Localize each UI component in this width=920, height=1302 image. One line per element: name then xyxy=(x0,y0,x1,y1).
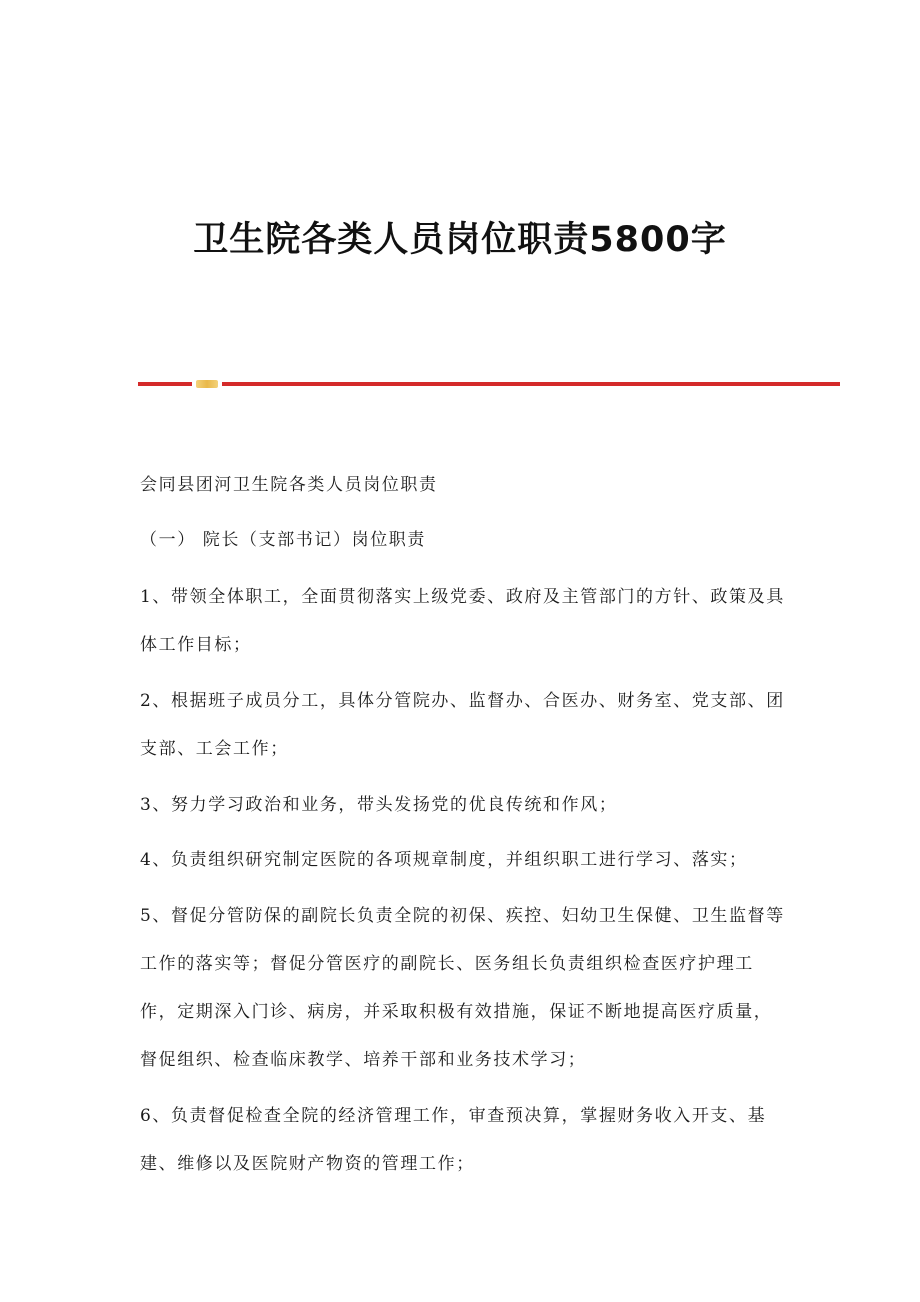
document-title: 卫生院各类人员岗位职责5800字 xyxy=(193,220,727,260)
paragraph-line: 支部、工会工作； xyxy=(140,739,289,759)
divider-bar-right xyxy=(222,382,840,386)
paragraph-line: 工作的落实等；督促分管医疗的副院长、医务组长负责组织检查医疗护理工 xyxy=(140,954,754,974)
paragraph-line: 2、根据班子成员分工，具体分管院办、监督办、合医办、财务室、党支部、团 xyxy=(140,691,785,711)
paragraph-line: 5、督促分管防保的副院长负责全院的初保、疾控、妇幼卫生保健、卫生监督等 xyxy=(140,906,785,926)
title-divider xyxy=(138,380,840,388)
section-heading: 会同县团河卫生院各类人员岗位职责 xyxy=(140,475,438,495)
paragraph-line: 建、维修以及医院财产物资的管理工作； xyxy=(140,1154,475,1174)
paragraph-line: 6、负责督促检查全院的经济管理工作，审查预决算，掌握财务收入开支、基 xyxy=(140,1106,767,1126)
divider-bar-left xyxy=(138,382,192,386)
paragraph-line: 3、努力学习政治和业务，带头发扬党的优良传统和作风； xyxy=(140,795,618,815)
divider-ornament-icon xyxy=(196,380,218,388)
paragraph-line: 体工作目标； xyxy=(140,635,252,655)
paragraph-line: 督促组织、检查临床教学、培养干部和业务技术学习； xyxy=(140,1050,587,1070)
subsection-heading: （一） 院长（支部书记）岗位职责 xyxy=(140,530,427,550)
paragraph-line: 4、负责组织研究制定医院的各项规章制度，并组织职工进行学习、落实； xyxy=(140,850,748,870)
paragraph-line: 作，定期深入门诊、病房，并采取积极有效措施，保证不断地提高医疗质量， xyxy=(140,1002,773,1022)
paragraph-line: 1、带领全体职工，全面贯彻落实上级党委、政府及主管部门的方针、政策及具 xyxy=(140,587,785,607)
